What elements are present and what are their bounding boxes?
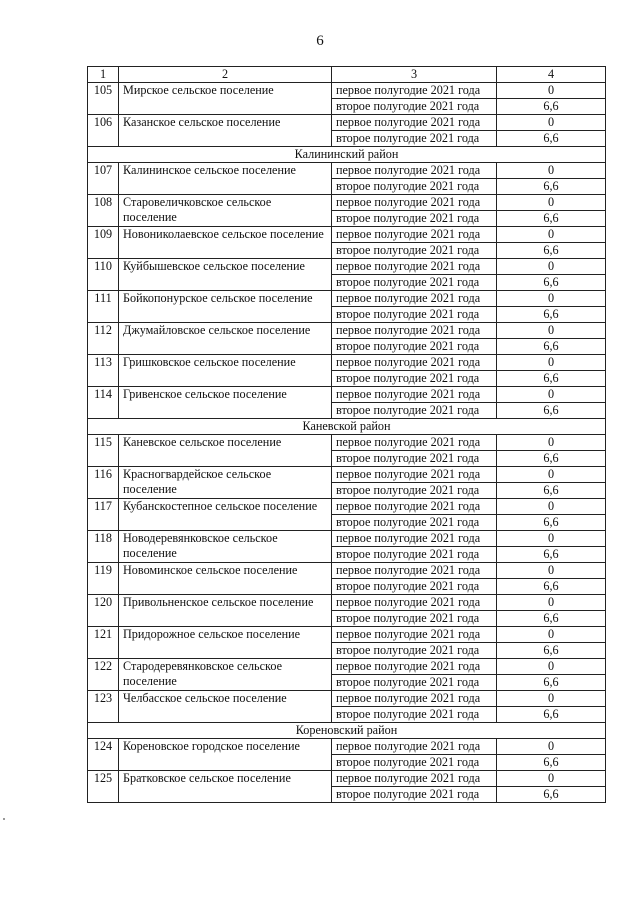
table-row	[88, 467, 606, 483]
table-row	[88, 531, 606, 547]
value-first-half: 0	[497, 435, 606, 451]
value-first-half: 0	[497, 291, 606, 307]
period-first-half: первое полугодие 2021 года	[332, 83, 497, 99]
district-name: Кореновский район	[88, 723, 606, 739]
value-first-half: 0	[497, 739, 606, 755]
settlement-name: Куйбышевское сельское поселение	[119, 259, 332, 291]
value-first-half: 0	[497, 691, 606, 707]
settlement-name: Новодеревянковское сельское поселение	[119, 531, 332, 563]
value-second-half: 6,6	[497, 131, 606, 147]
district-row	[88, 723, 606, 739]
settlement-name: Бойкопонурское сельское поселение	[119, 291, 332, 323]
row-number: 119	[88, 563, 119, 595]
value-first-half: 0	[497, 259, 606, 275]
period-second-half: второе полугодие 2021 года	[332, 99, 497, 115]
value-second-half: 6,6	[497, 179, 606, 195]
row-number: 116	[88, 467, 119, 499]
row-number: 125	[88, 771, 119, 803]
period-second-half: второе полугодие 2021 года	[332, 675, 497, 691]
settlement-name: Придорожное сельское поселение	[119, 627, 332, 659]
district-name: Калининский район	[88, 147, 606, 163]
settlements-table	[87, 66, 606, 803]
value-first-half: 0	[497, 195, 606, 211]
settlement-name: Новоминское сельское поселение	[119, 563, 332, 595]
row-number: 124	[88, 739, 119, 771]
header-cell-2: 2	[119, 67, 332, 83]
table-row	[88, 291, 606, 307]
value-first-half: 0	[497, 531, 606, 547]
period-first-half: первое полугодие 2021 года	[332, 739, 497, 755]
settlement-name: Привольненское сельское поселение	[119, 595, 332, 627]
settlement-name: Челбасское сельское поселение	[119, 691, 332, 723]
period-first-half: первое полугодие 2021 года	[332, 563, 497, 579]
settlement-name: Стародеревянковское сельское поселение	[119, 659, 332, 691]
row-number: 109	[88, 227, 119, 259]
value-first-half: 0	[497, 163, 606, 179]
value-second-half: 6,6	[497, 99, 606, 115]
value-first-half: 0	[497, 595, 606, 611]
table-row	[88, 627, 606, 643]
value-second-half: 6,6	[497, 611, 606, 627]
row-number: 113	[88, 355, 119, 387]
value-first-half: 0	[497, 387, 606, 403]
row-number: 111	[88, 291, 119, 323]
value-second-half: 6,6	[497, 483, 606, 499]
row-number: 107	[88, 163, 119, 195]
value-first-half: 0	[497, 323, 606, 339]
settlement-name: Братковское сельское поселение	[119, 771, 332, 803]
value-first-half: 0	[497, 467, 606, 483]
value-first-half: 0	[497, 83, 606, 99]
table-row	[88, 563, 606, 579]
period-first-half: первое полугодие 2021 года	[332, 627, 497, 643]
period-first-half: первое полугодие 2021 года	[332, 387, 497, 403]
period-first-half: первое полугодие 2021 года	[332, 355, 497, 371]
settlement-name: Гривенское сельское поселение	[119, 387, 332, 419]
settlement-name: Кубанскостепное сельское поселение	[119, 499, 332, 531]
header-cell-3: 3	[332, 67, 497, 83]
period-first-half: первое полугодие 2021 года	[332, 771, 497, 787]
period-second-half: второе полугодие 2021 года	[332, 339, 497, 355]
value-second-half: 6,6	[497, 787, 606, 803]
value-second-half: 6,6	[497, 371, 606, 387]
period-second-half: второе полугодие 2021 года	[332, 275, 497, 291]
period-first-half: первое полугодие 2021 года	[332, 595, 497, 611]
row-number: 122	[88, 659, 119, 691]
table-row	[88, 435, 606, 451]
value-second-half: 6,6	[497, 675, 606, 691]
row-number: 123	[88, 691, 119, 723]
district-name: Каневской район	[88, 419, 606, 435]
value-second-half: 6,6	[497, 339, 606, 355]
settlement-name: Джумайловское сельское поселение	[119, 323, 332, 355]
row-number: 115	[88, 435, 119, 467]
period-second-half: второе полугодие 2021 года	[332, 371, 497, 387]
row-number: 112	[88, 323, 119, 355]
table-row	[88, 387, 606, 403]
settlement-name: Калининское сельское поселение	[119, 163, 332, 195]
table-row	[88, 115, 606, 131]
value-first-half: 0	[497, 771, 606, 787]
table-row	[88, 195, 606, 211]
period-second-half: второе полугодие 2021 года	[332, 211, 497, 227]
period-first-half: первое полугодие 2021 года	[332, 659, 497, 675]
period-second-half: второе полугодие 2021 года	[332, 483, 497, 499]
settlement-name: Кореновское городское поселение	[119, 739, 332, 771]
period-first-half: первое полугодие 2021 года	[332, 259, 497, 275]
period-second-half: второе полугодие 2021 года	[332, 179, 497, 195]
table-row	[88, 739, 606, 755]
row-number: 120	[88, 595, 119, 627]
value-second-half: 6,6	[497, 515, 606, 531]
district-row	[88, 419, 606, 435]
period-second-half: второе полугодие 2021 года	[332, 307, 497, 323]
value-second-half: 6,6	[497, 403, 606, 419]
value-second-half: 6,6	[497, 643, 606, 659]
period-second-half: второе полугодие 2021 года	[332, 131, 497, 147]
row-number: 106	[88, 115, 119, 147]
period-first-half: первое полугодие 2021 года	[332, 195, 497, 211]
settlement-name: Новониколаевское сельское поселение	[119, 227, 332, 259]
value-second-half: 6,6	[497, 243, 606, 259]
value-second-half: 6,6	[497, 755, 606, 771]
value-second-half: 6,6	[497, 547, 606, 563]
row-number: 114	[88, 387, 119, 419]
value-first-half: 0	[497, 115, 606, 131]
period-first-half: первое полугодие 2021 года	[332, 467, 497, 483]
period-second-half: второе полугодие 2021 года	[332, 579, 497, 595]
header-cell-4: 4	[497, 67, 606, 83]
table-row	[88, 83, 606, 99]
scan-speck	[3, 818, 5, 820]
period-first-half: первое полугодие 2021 года	[332, 291, 497, 307]
value-second-half: 6,6	[497, 275, 606, 291]
table-row	[88, 691, 606, 707]
row-number: 108	[88, 195, 119, 227]
row-number: 121	[88, 627, 119, 659]
period-second-half: второе полугодие 2021 года	[332, 611, 497, 627]
value-second-half: 6,6	[497, 307, 606, 323]
district-row	[88, 147, 606, 163]
period-second-half: второе полугодие 2021 года	[332, 787, 497, 803]
period-second-half: второе полугодие 2021 года	[332, 451, 497, 467]
period-first-half: первое полугодие 2021 года	[332, 499, 497, 515]
settlement-name: Гришковское сельское поселение	[119, 355, 332, 387]
table-row	[88, 659, 606, 675]
period-first-half: первое полугодие 2021 года	[332, 163, 497, 179]
value-first-half: 0	[497, 563, 606, 579]
period-second-half: второе полугодие 2021 года	[332, 755, 497, 771]
period-second-half: второе полугодие 2021 года	[332, 547, 497, 563]
value-second-half: 6,6	[497, 707, 606, 723]
settlement-name: Казанское сельское поселение	[119, 115, 332, 147]
row-number: 118	[88, 531, 119, 563]
table-row	[88, 163, 606, 179]
period-first-half: первое полугодие 2021 года	[332, 531, 497, 547]
value-second-half: 6,6	[497, 451, 606, 467]
period-second-half: второе полугодие 2021 года	[332, 515, 497, 531]
value-first-half: 0	[497, 355, 606, 371]
row-number: 105	[88, 83, 119, 115]
value-second-half: 6,6	[497, 579, 606, 595]
header-row	[88, 67, 606, 83]
value-first-half: 0	[497, 227, 606, 243]
header-cell-1: 1	[88, 67, 119, 83]
value-first-half: 0	[497, 499, 606, 515]
period-first-half: первое полугодие 2021 года	[332, 435, 497, 451]
table-row	[88, 227, 606, 243]
period-first-half: первое полугодие 2021 года	[332, 227, 497, 243]
table-row	[88, 355, 606, 371]
row-number: 117	[88, 499, 119, 531]
table-row	[88, 771, 606, 787]
table-row	[88, 499, 606, 515]
period-first-half: первое полугодие 2021 года	[332, 323, 497, 339]
table-row	[88, 323, 606, 339]
settlement-name: Каневское сельское поселение	[119, 435, 332, 467]
period-second-half: второе полугодие 2021 года	[332, 707, 497, 723]
value-first-half: 0	[497, 659, 606, 675]
period-second-half: второе полугодие 2021 года	[332, 243, 497, 259]
row-number: 110	[88, 259, 119, 291]
settlement-name: Старовеличковское сельское поселение	[119, 195, 332, 227]
table-row	[88, 595, 606, 611]
table-row	[88, 259, 606, 275]
period-first-half: первое полугодие 2021 года	[332, 115, 497, 131]
table-body	[88, 83, 606, 803]
period-second-half: второе полугодие 2021 года	[332, 643, 497, 659]
period-second-half: второе полугодие 2021 года	[332, 403, 497, 419]
settlement-name: Мирское сельское поселение	[119, 83, 332, 115]
period-first-half: первое полугодие 2021 года	[332, 691, 497, 707]
value-first-half: 0	[497, 627, 606, 643]
settlement-name: Красногвардейское сельское поселение	[119, 467, 332, 499]
value-second-half: 6,6	[497, 211, 606, 227]
page-number: 6	[316, 33, 324, 49]
